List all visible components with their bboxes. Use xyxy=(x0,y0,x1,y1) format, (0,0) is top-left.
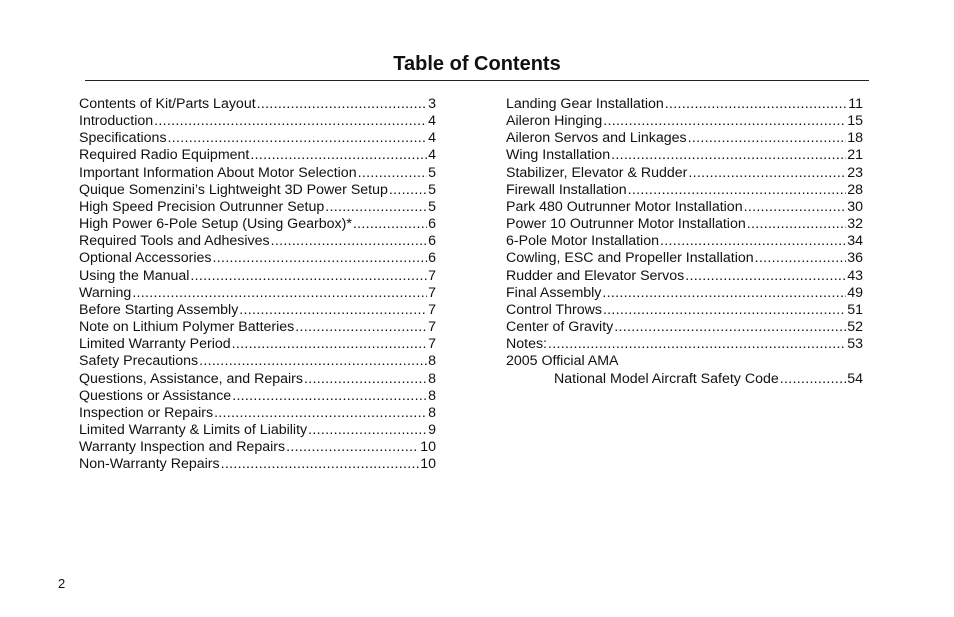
toc-leader-dots xyxy=(665,96,848,113)
toc-leader-dots xyxy=(257,96,427,113)
toc-entry xyxy=(79,268,436,285)
toc-entry xyxy=(79,388,436,405)
toc-entry-label: Final Assembly xyxy=(506,284,602,301)
toc-entry-label: Safety Precautions xyxy=(79,353,199,370)
toc-entry xyxy=(79,353,436,370)
toc-entry-page: 9 xyxy=(428,421,436,438)
toc-entry-label: Contents of Kit/Parts Layout xyxy=(79,96,256,112)
toc-entry-page: 10 xyxy=(420,439,436,456)
toc-entry xyxy=(79,456,436,473)
toc-entry-page: 3 xyxy=(428,96,436,112)
toc-entry-label: Introduction xyxy=(79,113,154,130)
toc-entry-page: 10 xyxy=(420,456,436,473)
page-title: Table of Contents xyxy=(393,53,561,75)
toc-entry-page: 7 xyxy=(428,336,436,353)
toc-entry-label: Landing Gear Installation xyxy=(506,96,664,112)
toc-entry xyxy=(506,96,863,113)
toc-leader-dots xyxy=(221,456,420,473)
toc-entry-page: 8 xyxy=(428,353,436,370)
toc-entry-page: 23 xyxy=(847,164,863,181)
toc-entry-label: Inspection or Repairs xyxy=(79,404,214,421)
toc-entry-label: Questions, Assistance, and Repairs xyxy=(79,370,303,387)
toc-entry xyxy=(79,336,436,353)
toc-entry-label: Using the Manual xyxy=(79,267,190,284)
toc-leader-dots xyxy=(190,268,427,285)
toc-entry-label: Important Information About Motor Selection xyxy=(79,164,357,181)
toc-entry-page: 7 xyxy=(428,267,436,284)
toc-entry-label: High Speed Precision Outrunner Setup xyxy=(79,198,325,215)
toc-entry-label: Notes: xyxy=(506,336,548,353)
toc-entry-page: 52 xyxy=(847,319,863,336)
toc-leader-dots xyxy=(232,336,427,353)
toc-entry-label: 6-Pole Motor Installation xyxy=(506,233,659,250)
toc-entry-page: 28 xyxy=(847,181,863,198)
toc-entry-page: 6 xyxy=(428,216,436,233)
toc-entry-page: 21 xyxy=(847,147,863,164)
title-divider xyxy=(85,80,869,81)
toc-entry-page: 15 xyxy=(847,113,863,130)
toc-entry-page: 49 xyxy=(847,284,863,301)
toc-entry xyxy=(506,336,863,353)
toc-entry-label: Required Tools and Adhesives xyxy=(79,233,270,250)
toc-entry-page: 7 xyxy=(428,319,436,336)
toc-entry-page: 4 xyxy=(428,130,436,147)
toc-entry xyxy=(79,233,436,250)
toc-leader-dots xyxy=(755,250,847,267)
toc-entry-page: 4 xyxy=(428,147,436,164)
toc-entry-page: 8 xyxy=(428,404,436,421)
toc-leader-dots xyxy=(611,147,846,164)
toc-leader-dots xyxy=(688,130,847,147)
toc-entry xyxy=(79,216,436,233)
toc-entry xyxy=(79,285,436,302)
toc-entry xyxy=(506,216,863,233)
toc-leader-dots xyxy=(685,268,846,285)
toc-leader-dots xyxy=(358,165,428,182)
toc-leader-dots xyxy=(295,319,427,336)
toc-entry xyxy=(79,439,436,456)
toc-entry-label: Cowling, ESC and Propeller Installation xyxy=(506,250,754,267)
toc-entry xyxy=(506,285,863,302)
toc-leader-dots xyxy=(614,319,846,336)
toc-leader-dots xyxy=(154,113,427,130)
toc-entry xyxy=(506,130,863,147)
toc-entry-label: Limited Warranty Period xyxy=(79,336,231,353)
toc-entry xyxy=(506,182,863,199)
toc-right-column xyxy=(506,96,863,388)
toc-entry-page: 43 xyxy=(847,267,863,284)
toc-entry-label: Control Throws xyxy=(506,301,602,318)
toc-entry-label: Required Radio Equipment xyxy=(79,147,250,164)
toc-entry-label: Limited Warranty & Limits of Liability xyxy=(79,421,308,438)
toc-entry xyxy=(79,319,436,336)
toc-entry-page: 36 xyxy=(847,250,863,267)
toc-entry-label: Note on Lithium Polymer Batteries xyxy=(79,319,295,336)
toc-entry-page: 53 xyxy=(847,336,863,353)
toc-entry-label: Wing Installation xyxy=(506,147,611,164)
toc-entry xyxy=(506,199,863,216)
toc-leader-dots xyxy=(132,285,427,302)
toc-leader-dots xyxy=(747,216,846,233)
toc-entry-label: Center of Gravity xyxy=(506,319,614,336)
toc-leader-dots xyxy=(603,113,846,130)
toc-entry xyxy=(506,250,863,267)
toc-entry-page: 18 xyxy=(847,130,863,147)
toc-leader-dots xyxy=(308,422,427,439)
toc-entry xyxy=(79,130,436,147)
page-number: 2 xyxy=(58,576,66,591)
toc-leader-dots xyxy=(304,371,427,388)
toc-entry xyxy=(506,165,863,182)
toc-leader-dots xyxy=(353,216,427,233)
toc-entry-page: 11 xyxy=(848,96,863,112)
toc-entry xyxy=(79,422,436,439)
toc-entry xyxy=(506,113,863,130)
toc-entry-page: 8 xyxy=(428,387,436,404)
toc-leader-dots xyxy=(214,405,427,422)
toc-entry-label: National Model Aircraft Safety Code xyxy=(554,370,779,387)
toc-entry-label: Park 480 Outrunner Motor Installation xyxy=(506,198,743,215)
toc-entry-label: Firewall Installation xyxy=(506,181,627,198)
toc-entry-label: High Power 6-Pole Setup (Using Gearbox)* xyxy=(79,216,352,233)
toc-entry-label: Questions or Assistance xyxy=(79,387,232,404)
toc-entry-page: 54 xyxy=(847,370,863,387)
toc-leader-dots xyxy=(168,130,428,147)
toc-entry xyxy=(506,371,863,388)
toc-left-column xyxy=(79,96,436,473)
toc-entry-label: Stabilizer, Elevator & Rudder xyxy=(506,164,688,181)
toc-entry-label: Specifications xyxy=(79,130,167,147)
toc-entry-page: 5 xyxy=(428,181,436,198)
toc-leader-dots xyxy=(628,182,847,199)
toc-leader-dots xyxy=(250,147,427,164)
toc-entry xyxy=(79,371,436,388)
toc-entry-page: 5 xyxy=(428,198,436,215)
toc-leader-dots xyxy=(602,285,846,302)
toc-entry-page: 51 xyxy=(847,301,863,318)
toc-leader-dots xyxy=(603,302,846,319)
toc-entry xyxy=(79,165,436,182)
toc-entry-page: 7 xyxy=(428,284,436,301)
toc-entry-page: 6 xyxy=(428,233,436,250)
toc-leader-dots xyxy=(389,182,427,199)
toc-entry xyxy=(506,268,863,285)
toc-entry xyxy=(79,302,436,319)
toc-leader-dots xyxy=(780,371,846,388)
toc-leader-dots xyxy=(271,233,428,250)
toc-leader-dots xyxy=(548,336,846,353)
toc-entry-page: 7 xyxy=(428,301,436,318)
toc-leader-dots xyxy=(232,388,427,405)
toc-entry xyxy=(506,147,863,164)
toc-leader-dots xyxy=(239,302,427,319)
toc-leader-dots xyxy=(212,250,427,267)
toc-entry-label: Power 10 Outrunner Motor Installation xyxy=(506,216,746,233)
toc-entry-page: 8 xyxy=(428,370,436,387)
toc-leader-dots xyxy=(688,165,846,182)
toc-entry-page: 34 xyxy=(847,233,863,250)
toc-entry-label: Optional Accessories xyxy=(79,250,212,267)
toc-entry-label: Quique Somenzini’s Lightweight 3D Power Setup xyxy=(79,181,388,198)
toc-entry-label: Warning xyxy=(79,284,132,301)
toc-section-heading: 2005 Official AMA xyxy=(506,353,619,370)
toc-entry xyxy=(506,233,863,250)
toc-leader-dots xyxy=(660,233,846,250)
toc-leader-dots xyxy=(325,199,427,216)
toc-entry-page: 5 xyxy=(428,164,436,181)
toc-entry xyxy=(506,302,863,319)
toc-entry xyxy=(79,405,436,422)
toc-entry-label: Non-Warranty Repairs xyxy=(79,456,220,473)
toc-entry xyxy=(79,250,436,267)
toc-entry-label: Warranty Inspection and Repairs xyxy=(79,439,286,456)
toc-leader-dots xyxy=(744,199,847,216)
toc-entry-label: Before Starting Assembly xyxy=(79,301,239,318)
toc-entry-page: 30 xyxy=(847,198,863,215)
toc-entry xyxy=(79,182,436,199)
toc-entry-page: 6 xyxy=(428,250,436,267)
toc-entry-label: Aileron Hinging xyxy=(506,113,603,130)
toc-entry-page: 4 xyxy=(428,113,436,130)
toc-entry-label: Aileron Servos and Linkages xyxy=(506,130,687,147)
toc-entry xyxy=(79,96,436,113)
toc-entry xyxy=(79,113,436,130)
toc-entry xyxy=(506,319,863,336)
toc-entry-page: 32 xyxy=(847,216,863,233)
toc-leader-dots xyxy=(286,439,419,456)
toc-entry xyxy=(79,147,436,164)
toc-leader-dots xyxy=(199,353,427,370)
toc-entry-label: Rudder and Elevator Servos xyxy=(506,267,685,284)
toc-entry xyxy=(79,199,436,216)
